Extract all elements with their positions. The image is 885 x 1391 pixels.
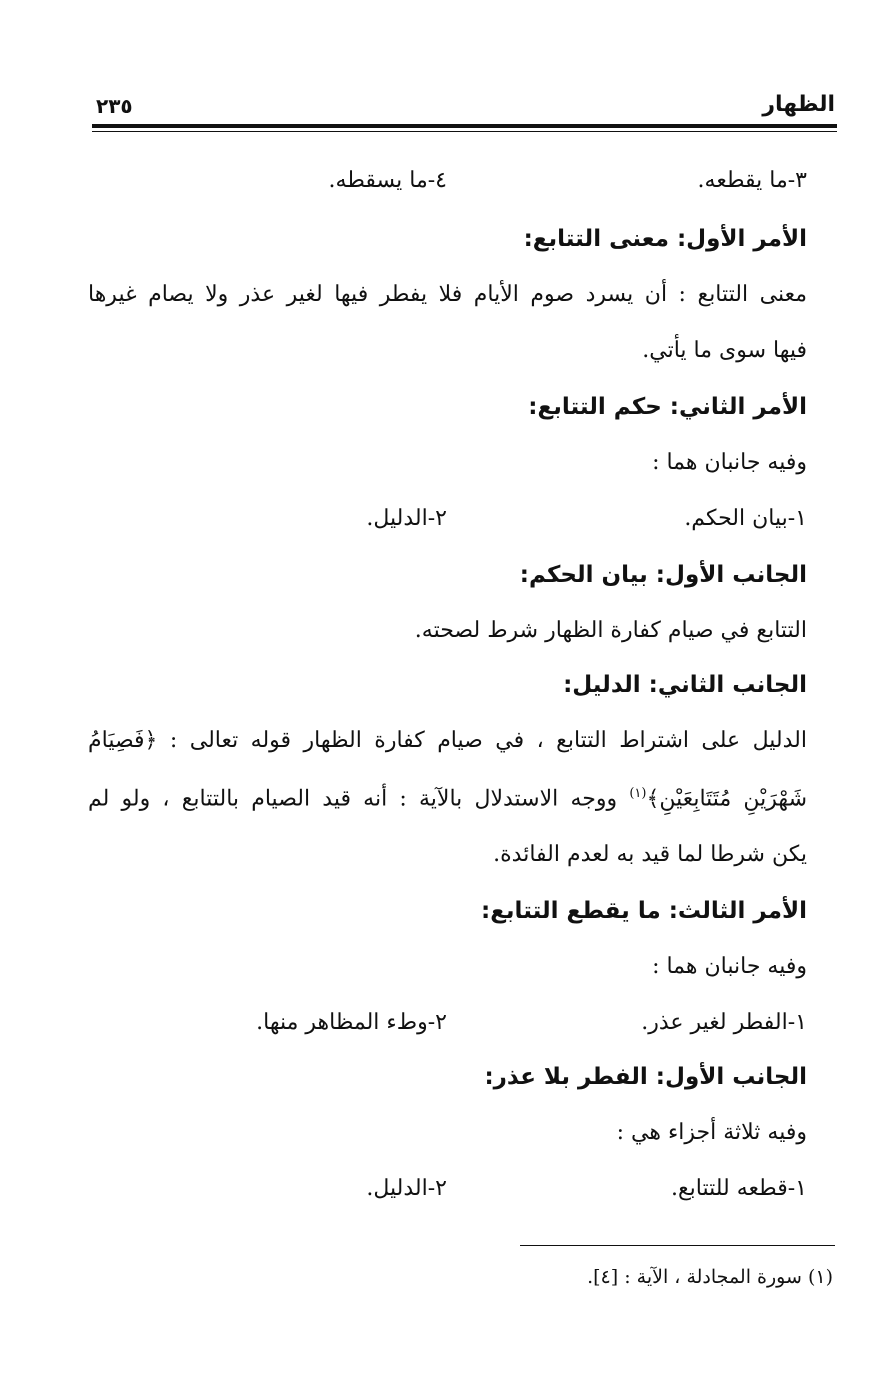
paragraph-line: وفيه جانبان هما : [652, 954, 807, 979]
paragraph-line: معنى التتابع : أن يسرد صوم الأيام فلا يفطر فيها لغير عذر ولا يصام غيرها [88, 282, 807, 307]
section-heading: الجانب الثاني: الدليل: [563, 672, 807, 698]
footnote-marker: (١) [629, 786, 647, 801]
section-heading: الأمر الثاني: حكم التتابع: [528, 394, 807, 420]
paragraph-text: ووجه الاستدلال بالآية : أنه قيد الصيام بالتتابع ، ولو لم [88, 786, 630, 812]
list-item: ٢-الدليل. [366, 506, 447, 531]
list-item: ١-قطعه للتتابع. [670, 1176, 807, 1201]
section-heading: الأمر الأول: معنى التتابع: [523, 226, 807, 252]
list-item: ٢-وطء المظاهر منها. [256, 1010, 447, 1035]
paragraph-line: وفيه جانبان هما : [652, 450, 807, 475]
header-rule-thick [92, 124, 837, 128]
section-heading: الجانب الأول: بيان الحكم: [519, 562, 807, 588]
section-heading: الأمر الثالث: ما يقطع التتابع: [481, 898, 807, 924]
paragraph-line: فيها سوى ما يأتي. [642, 338, 807, 363]
paragraph-line: التتابع في صيام كفارة الظهار شرط لصحته. [414, 618, 807, 643]
paragraph-line: الدليل على اشتراط التتابع ، في صيام كفارة الظهار قوله تعالى : ﴿فَصِيَامُ [88, 728, 807, 753]
list-item: ٢-الدليل. [366, 1176, 447, 1201]
list-item: ١-الفطر لغير عذر. [641, 1010, 807, 1035]
running-header [96, 92, 835, 122]
footnote: (١) سورة المجادلة ، الآية : [٤]. [587, 1266, 833, 1288]
footnote-rule [520, 1245, 835, 1246]
paragraph-line: وفيه ثلاثة أجزاء هي : [616, 1120, 807, 1145]
list-item: ١-بيان الحكم. [684, 506, 807, 531]
chapter-title: الظهار [762, 92, 835, 117]
page-number: ٢٣٥ [96, 94, 133, 118]
quran-quote: شَهْرَيْنِ مُتَتَابِعَيْنِ﴾ [646, 786, 808, 812]
paragraph-line [88, 786, 807, 813]
list-item: ٣-ما يقطعه. [697, 168, 807, 193]
list-item: ٤-ما يسقطه. [328, 168, 447, 193]
header-rule-thin [92, 131, 837, 132]
section-heading: الجانب الأول: الفطر بلا عذر: [484, 1064, 807, 1090]
paragraph-line: يكن شرطا لما قيد به لعدم الفائدة. [493, 842, 807, 867]
